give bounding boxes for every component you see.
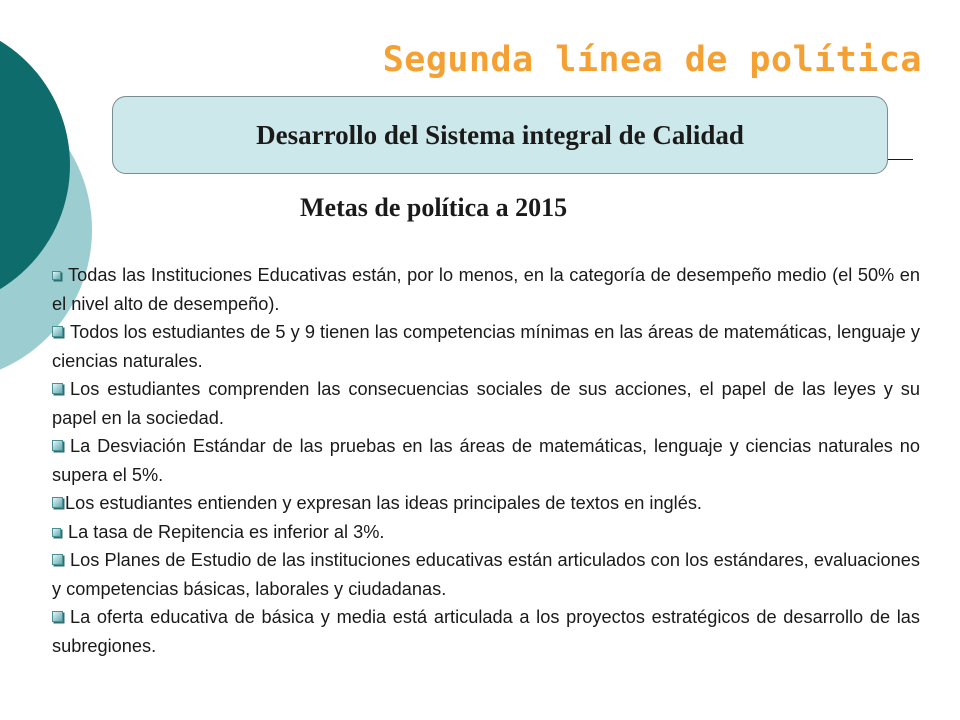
section-banner: [112, 96, 888, 174]
goal-text: Todas las Instituciones Educativas están, por lo menos, en la categoría de desempeño medio (el 50% en el nivel alto de desempeño).: [52, 265, 920, 314]
goals-heading: Metas de política a 2015: [300, 193, 568, 222]
square-bullet-icon: [52, 271, 61, 280]
square-bullet-icon: [52, 326, 63, 337]
goal-text: Los Planes de Estudio de las instituciones educativas están articulados con los estándares, evaluaciones y competencias básicas, laborales y ciudadanas.: [52, 550, 920, 599]
banner-connector-line: [888, 159, 913, 160]
goal-item: [52, 318, 920, 375]
goal-item: [52, 546, 920, 603]
square-bullet-icon: [52, 383, 63, 394]
goals-list: [52, 261, 920, 660]
slide-title: Segunda línea de política: [382, 40, 922, 80]
goal-text: La Desviación Estándar de las pruebas en las áreas de matemáticas, lenguaje y ciencias naturales no supera el 5%.: [52, 436, 920, 485]
square-bullet-icon: [52, 440, 63, 451]
goal-item: [52, 489, 920, 518]
square-bullet-icon: [52, 554, 63, 565]
banner-text: Desarrollo del Sistema integral de Calidad: [256, 119, 744, 150]
goal-text: La oferta educativa de básica y media está articulada a los proyectos estratégicos de desarrollo de las subregiones.: [52, 607, 920, 656]
square-bullet-icon: [52, 611, 63, 622]
goal-item: [52, 603, 920, 660]
goal-text: Los estudiantes comprenden las consecuencias sociales de sus acciones, el papel de las leyes y su papel en la sociedad.: [52, 379, 920, 428]
goal-text: Todos los estudiantes de 5 y 9 tienen las competencias mínimas en las áreas de matemáticas, lenguaje y ciencias naturales.: [52, 322, 920, 371]
goal-item: [52, 375, 920, 432]
square-bullet-icon: [52, 497, 63, 508]
square-bullet-icon: [52, 528, 61, 537]
goal-item: [52, 261, 920, 318]
goal-text: La tasa de Repitencia es inferior al 3%.: [68, 521, 385, 542]
goal-item: [52, 518, 920, 547]
goal-item: [52, 432, 920, 489]
goal-text: Los estudiantes entienden y expresan las ideas principales de textos en inglés.: [65, 493, 702, 513]
